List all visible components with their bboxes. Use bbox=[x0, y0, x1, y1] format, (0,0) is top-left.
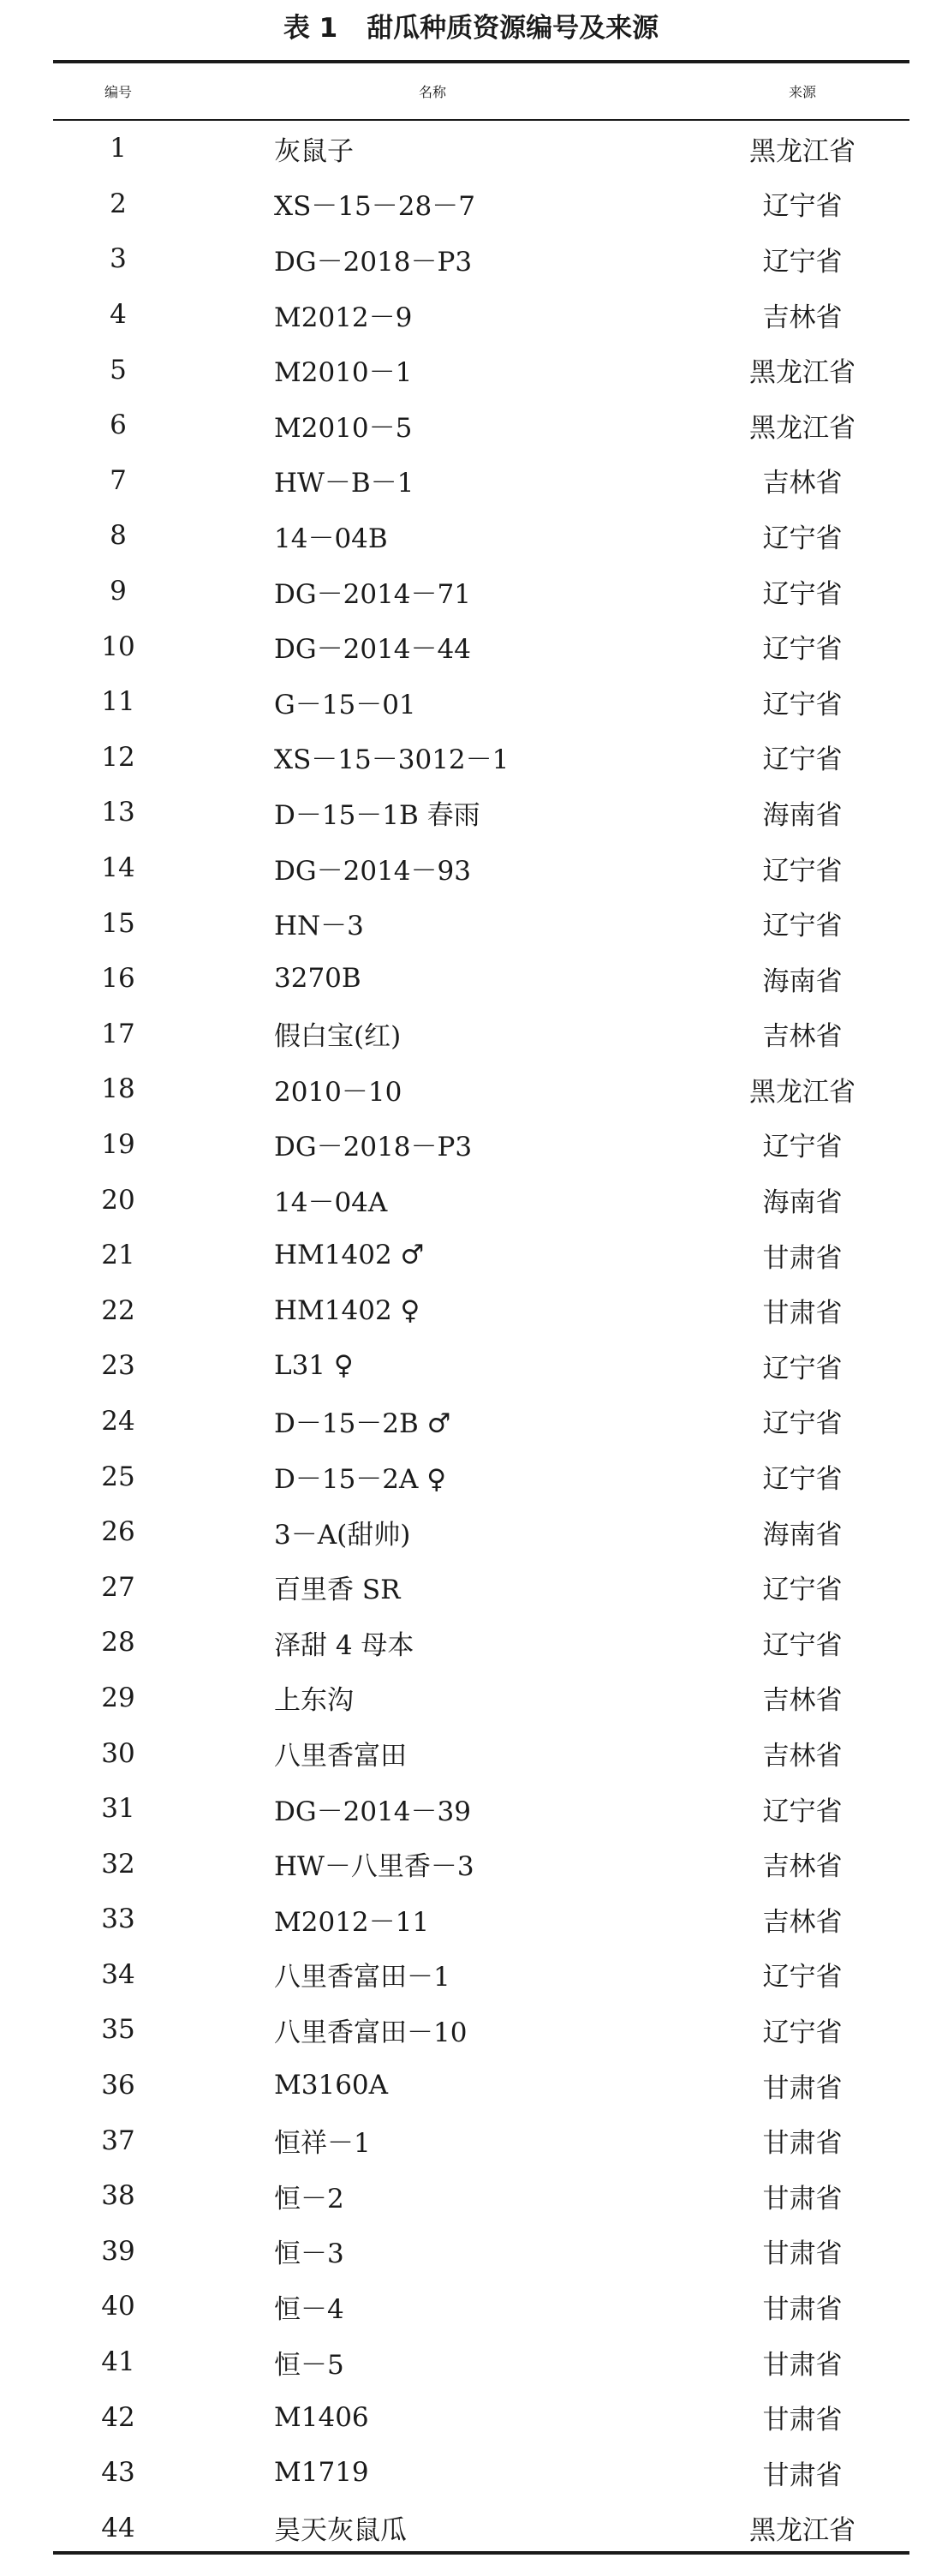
cell-name: 3－A(甜帅) bbox=[274, 1519, 411, 1551]
cell-number: 25 bbox=[101, 1461, 135, 1492]
table-row bbox=[53, 1615, 909, 1671]
cell-name: M2010－1 bbox=[274, 357, 413, 389]
cell-origin: 辽宁省 bbox=[762, 1132, 843, 1163]
cell-name: HW－B－1 bbox=[274, 468, 414, 499]
cell-origin: 辽宁省 bbox=[762, 911, 843, 942]
table-row bbox=[53, 2113, 909, 2168]
cell-number: 4 bbox=[110, 299, 127, 331]
cell-origin: 甘肃省 bbox=[762, 2183, 843, 2214]
table-row bbox=[53, 1671, 909, 1726]
cell-number: 42 bbox=[101, 2401, 135, 2433]
cell-name: XS－15－3012－1 bbox=[274, 744, 510, 776]
table-row bbox=[53, 2168, 909, 2224]
cell-number: 20 bbox=[101, 1184, 135, 1216]
cell-origin: 甘肃省 bbox=[762, 1242, 843, 1274]
cell-name: D－15－2A ♀ bbox=[274, 1464, 446, 1496]
cell-origin: 甘肃省 bbox=[762, 2128, 843, 2160]
cell-number: 13 bbox=[101, 797, 135, 828]
cell-name: HM1402 ♂ bbox=[274, 1240, 425, 1271]
cell-origin: 黑龙江省 bbox=[749, 412, 856, 444]
table-row bbox=[53, 1117, 909, 1173]
table-row bbox=[53, 342, 909, 397]
cell-number: 38 bbox=[101, 2180, 135, 2212]
table-row bbox=[53, 2058, 909, 2113]
table-row bbox=[53, 1892, 909, 1947]
table-row bbox=[53, 2334, 909, 2390]
cell-origin: 吉林省 bbox=[762, 1741, 843, 1772]
cell-number: 14 bbox=[101, 852, 135, 884]
cell-name: 假白宝(红) bbox=[274, 1021, 402, 1053]
cell-name: 恒祥－1 bbox=[274, 2128, 371, 2160]
table-row bbox=[53, 1947, 909, 2003]
cell-number: 1 bbox=[110, 133, 127, 164]
cell-origin: 甘肃省 bbox=[762, 1298, 843, 1330]
cell-number: 26 bbox=[101, 1516, 135, 1548]
cell-origin: 黑龙江省 bbox=[749, 1076, 856, 1108]
cell-origin: 辽宁省 bbox=[762, 1408, 843, 1440]
cell-name: D－15－2B ♂ bbox=[274, 1408, 451, 1440]
cell-origin: 辽宁省 bbox=[762, 744, 843, 776]
cell-number: 3 bbox=[110, 243, 127, 275]
cell-name: M1406 bbox=[274, 2401, 369, 2433]
table-bottom-rule bbox=[53, 2551, 909, 2555]
table-row bbox=[53, 840, 909, 896]
cell-number: 17 bbox=[101, 1018, 135, 1049]
cell-name: DG－2018－P3 bbox=[274, 1132, 473, 1163]
cell-name: 恒－2 bbox=[274, 2183, 344, 2214]
cell-origin: 甘肃省 bbox=[762, 2349, 843, 2381]
cell-name: XS－15－28－7 bbox=[274, 191, 475, 223]
cell-origin: 辽宁省 bbox=[762, 191, 843, 223]
table-caption-label: 表 1 bbox=[283, 13, 338, 44]
table-row bbox=[53, 2002, 909, 2058]
cell-name: D－15－1B 春雨 bbox=[274, 799, 480, 831]
cell-name: 3270B bbox=[274, 963, 361, 995]
table-row bbox=[53, 2445, 909, 2501]
cell-number: 7 bbox=[110, 464, 127, 496]
cell-number: 18 bbox=[101, 1073, 135, 1105]
cell-name: 八里香富田－1 bbox=[274, 1962, 450, 1993]
cell-name: 上东沟 bbox=[274, 1685, 354, 1717]
table-row bbox=[53, 1172, 909, 1228]
cell-number: 27 bbox=[101, 1571, 135, 1603]
cell-origin: 吉林省 bbox=[762, 1685, 843, 1717]
cell-origin: 吉林省 bbox=[762, 468, 843, 499]
cell-number: 6 bbox=[110, 409, 127, 441]
cell-number: 44 bbox=[101, 2512, 135, 2543]
cell-name: HN－3 bbox=[274, 911, 364, 942]
cell-number: 24 bbox=[101, 1405, 135, 1437]
cell-name: G－15－01 bbox=[274, 689, 416, 720]
cell-name: DG－2014－44 bbox=[274, 634, 471, 666]
cell-number: 23 bbox=[101, 1350, 135, 1382]
cell-number: 39 bbox=[101, 2235, 135, 2267]
cell-number: 12 bbox=[101, 741, 135, 773]
cell-number: 21 bbox=[101, 1240, 135, 1271]
cell-name: 泽甜 4 母本 bbox=[274, 1629, 414, 1661]
cell-number: 41 bbox=[101, 2346, 135, 2378]
cell-name: 八里香富田 bbox=[274, 1741, 407, 1772]
cell-name: 八里香富田－10 bbox=[274, 2017, 468, 2048]
cell-name: M2010－5 bbox=[274, 412, 413, 444]
header-origin: 来源 bbox=[788, 84, 816, 100]
table-row bbox=[53, 2501, 909, 2556]
table-row bbox=[53, 619, 909, 674]
cell-origin: 海南省 bbox=[762, 799, 843, 831]
table-row bbox=[53, 1282, 909, 1338]
cell-origin: 海南省 bbox=[762, 965, 843, 997]
cell-origin: 辽宁省 bbox=[762, 523, 843, 554]
cell-number: 33 bbox=[101, 1904, 135, 1935]
cell-name: M3160A bbox=[274, 2070, 389, 2101]
cell-number: 30 bbox=[101, 1737, 135, 1769]
table-row bbox=[53, 1559, 909, 1615]
cell-origin: 海南省 bbox=[762, 1519, 843, 1551]
cell-number: 36 bbox=[101, 2070, 135, 2101]
cell-name: DG－2014－71 bbox=[274, 578, 471, 610]
cell-origin: 黑龙江省 bbox=[749, 135, 856, 167]
header-number: 编号 bbox=[104, 84, 132, 100]
cell-origin: 辽宁省 bbox=[762, 2017, 843, 2048]
table-row bbox=[53, 397, 909, 453]
cell-origin: 辽宁省 bbox=[762, 634, 843, 666]
table-row bbox=[53, 1781, 909, 1837]
cell-number: 37 bbox=[101, 2125, 135, 2156]
cell-origin: 海南省 bbox=[762, 1187, 843, 1219]
cell-name: 恒－4 bbox=[274, 2293, 344, 2325]
cell-origin: 甘肃省 bbox=[762, 2238, 843, 2270]
cell-origin: 辽宁省 bbox=[762, 855, 843, 887]
table-row bbox=[53, 176, 909, 232]
cell-origin: 甘肃省 bbox=[762, 2072, 843, 2104]
cell-name: M2012－9 bbox=[274, 302, 413, 333]
cell-number: 35 bbox=[101, 2014, 135, 2046]
table-row bbox=[53, 730, 909, 786]
cell-origin: 辽宁省 bbox=[762, 1629, 843, 1661]
table-row bbox=[53, 1228, 909, 1283]
cell-origin: 辽宁省 bbox=[762, 1962, 843, 1993]
cell-origin: 辽宁省 bbox=[762, 578, 843, 610]
cell-number: 28 bbox=[101, 1627, 135, 1659]
cell-number: 5 bbox=[110, 354, 127, 386]
table-row bbox=[53, 287, 909, 343]
cell-origin: 辽宁省 bbox=[762, 1464, 843, 1496]
cell-number: 22 bbox=[101, 1294, 135, 1326]
cell-origin: 辽宁省 bbox=[762, 246, 843, 278]
cell-number: 9 bbox=[110, 576, 127, 607]
cell-number: 40 bbox=[101, 2291, 135, 2322]
table-row bbox=[53, 785, 909, 840]
cell-number: 2 bbox=[110, 188, 127, 219]
table-row bbox=[53, 1007, 909, 1062]
cell-origin: 辽宁省 bbox=[762, 1353, 843, 1384]
cell-name: DG－2014－39 bbox=[274, 1796, 471, 1827]
cell-origin: 辽宁省 bbox=[762, 1575, 843, 1606]
table-row bbox=[53, 231, 909, 287]
cell-number: 43 bbox=[101, 2457, 135, 2489]
cell-number: 29 bbox=[101, 1682, 135, 1713]
cell-name: 百里香 SR bbox=[274, 1575, 401, 1606]
cell-name: HW－八里香－3 bbox=[274, 1851, 474, 1883]
table-row bbox=[53, 2389, 909, 2445]
cell-origin: 甘肃省 bbox=[762, 2405, 843, 2436]
cell-number: 34 bbox=[101, 1958, 135, 1990]
table-row bbox=[53, 2224, 909, 2280]
cell-name: M1719 bbox=[274, 2457, 369, 2489]
table-row bbox=[53, 1449, 909, 1504]
cell-name: L31 ♀ bbox=[274, 1350, 354, 1382]
table-row bbox=[53, 2279, 909, 2334]
cell-name: DG－2018－P3 bbox=[274, 246, 473, 278]
cell-origin: 辽宁省 bbox=[762, 689, 843, 720]
table-body bbox=[53, 121, 909, 2555]
table-row bbox=[53, 121, 909, 176]
table-caption-title: 甜瓜种质资源编号及来源 bbox=[367, 13, 659, 44]
cell-origin: 甘肃省 bbox=[762, 2293, 843, 2325]
table-row bbox=[53, 564, 909, 619]
cell-number: 10 bbox=[101, 631, 135, 662]
table-row bbox=[53, 1836, 909, 1892]
table-row bbox=[53, 1725, 909, 1781]
table-row bbox=[53, 1504, 909, 1560]
cell-origin: 黑龙江省 bbox=[749, 357, 856, 389]
table-row bbox=[53, 1394, 909, 1449]
cell-number: 32 bbox=[101, 1848, 135, 1880]
cell-origin: 吉林省 bbox=[762, 1851, 843, 1883]
cell-name: 昊天灰鼠瓜 bbox=[274, 2515, 407, 2547]
table-caption bbox=[0, 9, 942, 48]
cell-number: 19 bbox=[101, 1128, 135, 1160]
cell-origin: 黑龙江省 bbox=[749, 2515, 856, 2547]
cell-origin: 吉林省 bbox=[762, 302, 843, 333]
cell-name: 14－04B bbox=[274, 523, 388, 554]
table-row bbox=[53, 1338, 909, 1394]
table-row bbox=[53, 453, 909, 509]
cell-number: 8 bbox=[110, 520, 127, 552]
cell-name: 恒－3 bbox=[274, 2238, 344, 2270]
table-row bbox=[53, 951, 909, 1007]
cell-number: 15 bbox=[101, 907, 135, 939]
cell-name: 灰鼠子 bbox=[274, 135, 354, 167]
cell-number: 31 bbox=[101, 1793, 135, 1825]
cell-name: DG－2014－93 bbox=[274, 855, 471, 887]
cell-name: 恒－5 bbox=[274, 2349, 344, 2381]
cell-number: 16 bbox=[101, 963, 135, 995]
cell-origin: 甘肃省 bbox=[762, 2459, 843, 2491]
cell-origin: 辽宁省 bbox=[762, 1796, 843, 1827]
table-row bbox=[53, 674, 909, 730]
cell-name: M2012－11 bbox=[274, 1906, 430, 1938]
cell-name: 14－04A bbox=[274, 1187, 388, 1219]
cell-number: 11 bbox=[101, 686, 135, 718]
table-row bbox=[53, 508, 909, 564]
table-row bbox=[53, 1061, 909, 1117]
table-row bbox=[53, 895, 909, 951]
cell-name: HM1402 ♀ bbox=[274, 1294, 420, 1326]
cell-origin: 吉林省 bbox=[762, 1906, 843, 1938]
cell-origin: 吉林省 bbox=[762, 1021, 843, 1053]
cell-name: 2010－10 bbox=[274, 1076, 402, 1108]
table-header-row bbox=[53, 63, 909, 119]
header-name: 名称 bbox=[418, 84, 446, 100]
